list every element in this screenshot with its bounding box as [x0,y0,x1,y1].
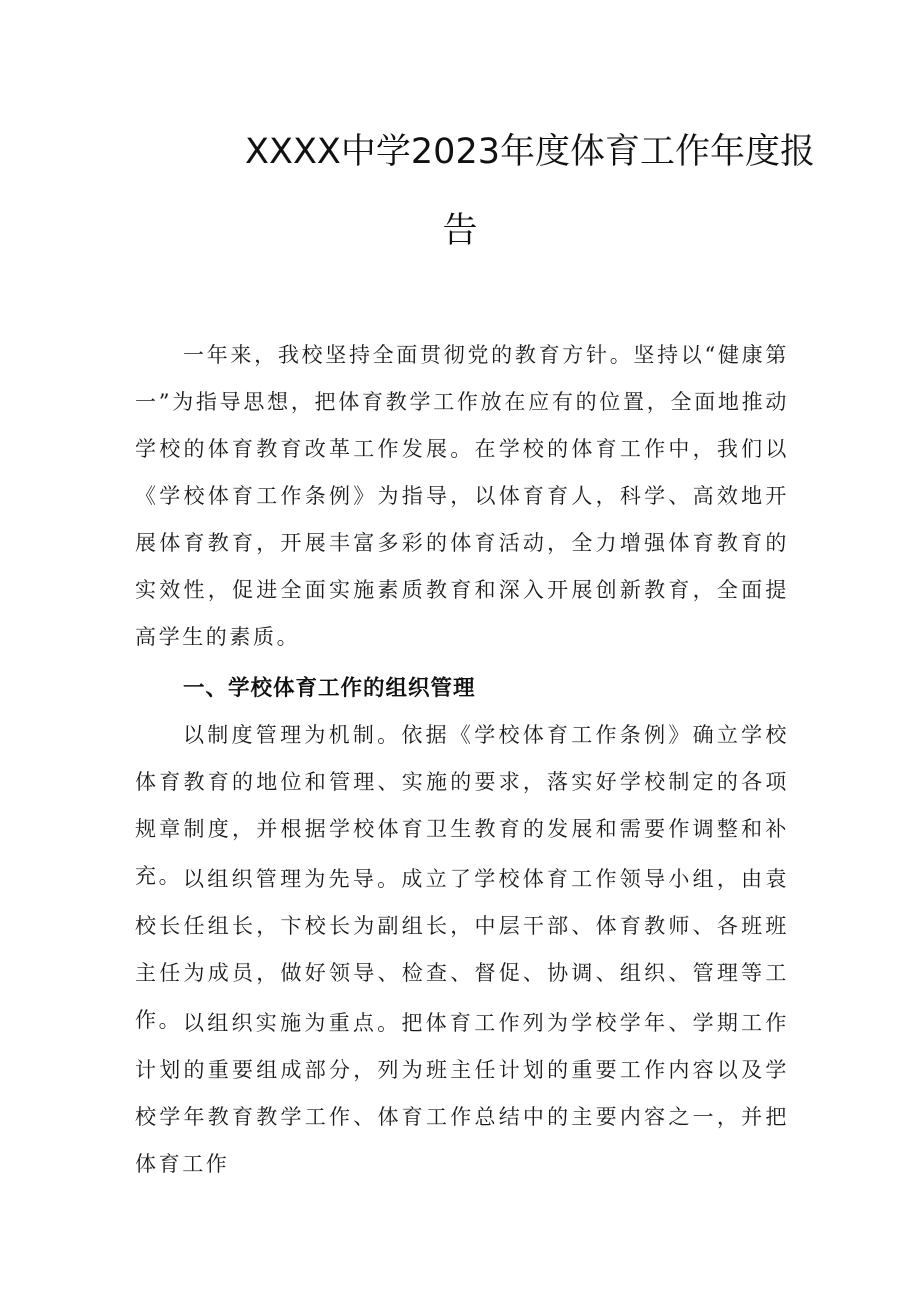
paragraph-institution-management: 以制度管理为机制。依据《学校体育工作条例》确立学校体育教育的地位和管理、实施的要求，落实好学校制定的各项规章制度，并根据学校体育卫生教育的发展和需要作调整和补充。 [135,723,789,888]
paragraph-organization-leadership: 以组织管理为先导。成立了学校体育工作领导小组，由袁校长任组长，卞校长为副组长，中层干部、体育教师、各班班主任为成员，做好领导、检查、督促、协调、组织、管理等工作。 [135,867,789,1032]
document-title-line-2: 告 [442,211,478,251]
section-heading-organization: 一、学校体育工作的组织管理 [183,676,476,701]
document-title-line-1: XXXX中学2023年度体育工作年度报 [245,132,815,172]
paragraph-implementation-focus: 以组织实施为重点。把体育工作列为学校学年、学期工作计划的重要组成部分，列为班主任计划的重要工作内容以及学校学年教育教学工作、体育工作总结中的主要内容之一，并把体育工作 [135,1011,789,1176]
intro-paragraph: 一年来，我校坚持全面贯彻党的教育方针。坚持以“健康第一”为指导思想，把体育教学工作放在应有的位置，全面地推动学校的体育教育改革工作发展。在学校的体育工作中，我们以《学校体育工作条例》为指导，以体育育人，科学、高效地开展体育教育，开展丰富多彩的体育活动，全力增强体育教育的实效性，促进全面实施素质教育和深入开展创新教育，全面提高学生的素质。 [135,343,789,649]
